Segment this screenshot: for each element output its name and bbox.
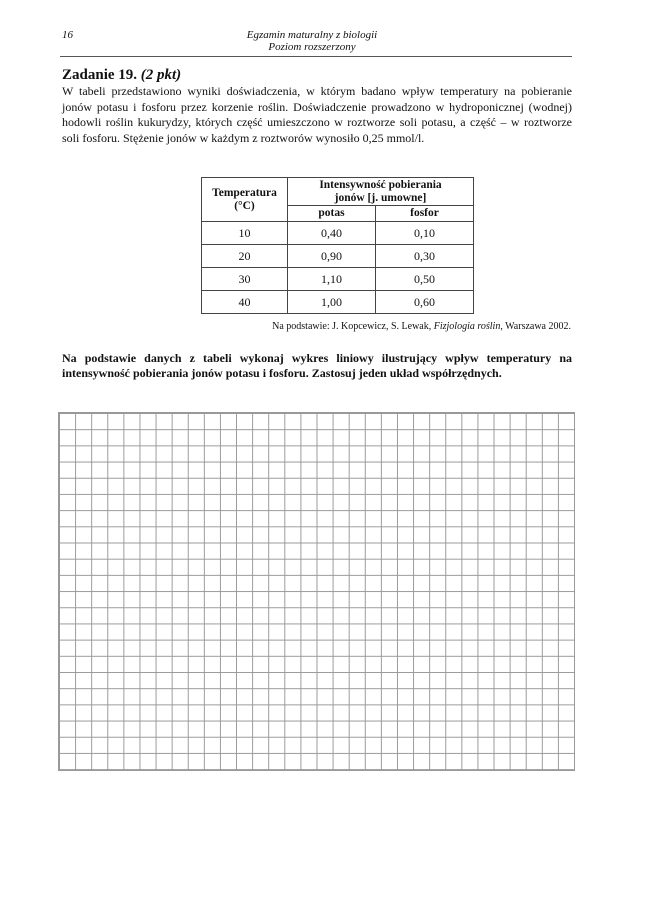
task-title: Zadanie 19. [62,67,138,83]
header-fosfor: fosfor [376,206,474,222]
header-potas: potas [288,206,376,222]
cell-fosfor: 0,50 [376,268,474,291]
task-instruction: Na podstawie danych z tabeli wykonaj wykres liniowy ilustrujący wpływ temperatury na intensywność pobierania jonów potasu i fosforu. Zastosuj jeden układ współrzędnych. [62,351,572,380]
header-title-line1: Egzamin maturalny z biologii [246,29,378,41]
cell-temp: 40 [202,291,288,314]
header-title-line2: Poziom rozszerzony [268,41,356,53]
header-uptake-line2: jonów [j. umowne] [334,191,427,204]
answer-graph-grid[interactable] [59,413,574,770]
header-temperature-label: Temperatura [212,186,277,199]
source-suffix: , Warszawa 2002. [500,321,571,332]
source-citation [272,321,571,332]
cell-potas: 1,00 [288,291,376,314]
source-prefix: Na podstawie: J. Kopcewicz, S. Lewak, [272,321,434,332]
cell-temp: 30 [202,268,288,291]
table-row [202,291,474,314]
cell-temp: 20 [202,245,288,268]
header-uptake-line1: Intensywność pobierania [319,178,442,191]
table-row [202,222,474,245]
task-heading [62,67,181,84]
header-divider [60,56,572,57]
table-row [202,268,474,291]
task-intro: W tabeli przedstawiono wyniki doświadczenia, w którym badano wpływ temperatury na pobieranie jonów potasu i fosforu przez korzenie roślin. Doświadczenie prowadzono w hydroponicznej (wodnej) hodowli roślin kukurydzy, których część umieszczono w roztworze soli potasu, a część – w roztworze soli fosforu. Stężenie jonów w każdym z roztworów wynosiło 0,25 mmol/l. [62,84,572,145]
results-table [201,177,474,314]
page-header-title [200,29,424,53]
page-number: 16 [62,29,73,41]
task-points: (2 pkt) [140,67,182,83]
cell-fosfor: 0,30 [376,245,474,268]
header-temperature-unit: (°C) [234,199,255,212]
table-row [202,245,474,268]
cell-temp: 10 [202,222,288,245]
cell-fosfor: 0,60 [376,291,474,314]
header-uptake-intensity [288,178,474,206]
source-book-title: Fizjologia roślin [433,321,501,332]
cell-potas: 0,90 [288,245,376,268]
cell-fosfor: 0,10 [376,222,474,245]
header-temperature [202,178,288,222]
cell-potas: 1,10 [288,268,376,291]
cell-potas: 0,40 [288,222,376,245]
